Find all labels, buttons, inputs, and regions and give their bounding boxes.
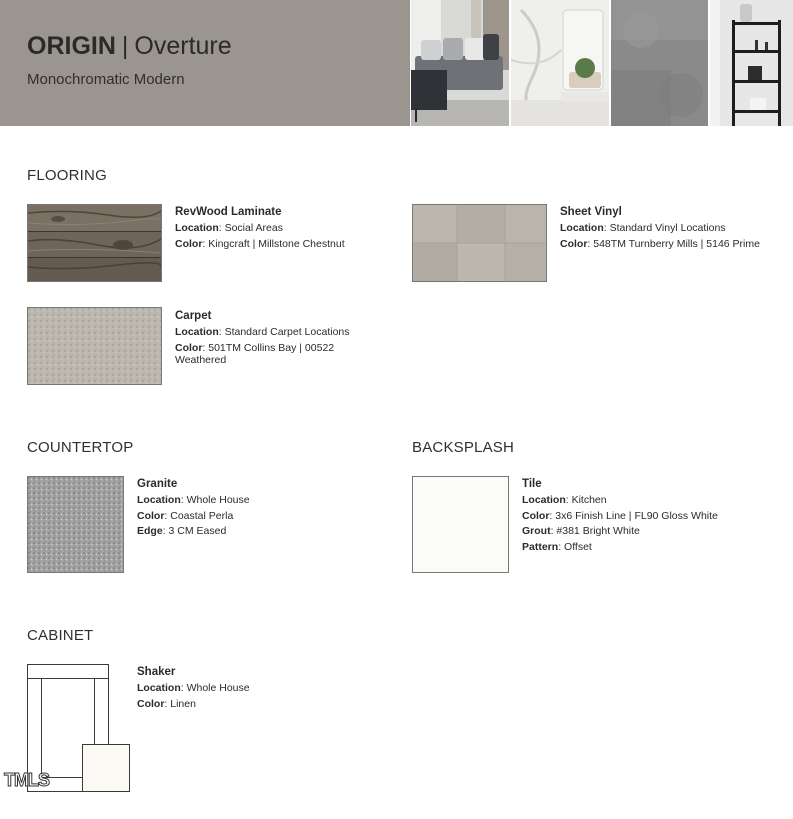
location-line bbox=[560, 221, 785, 237]
location-value: : Social Areas bbox=[218, 222, 283, 234]
section-title-backsplash: BACKSPLASH bbox=[412, 439, 515, 456]
color-label: Color bbox=[522, 509, 550, 522]
color-value: : 501TM Collins Bay | 00522 bbox=[202, 341, 335, 354]
title-separator: | bbox=[121, 32, 129, 60]
mls-watermark: TMLS bbox=[4, 770, 49, 790]
color-value: : Linen bbox=[164, 697, 196, 710]
header-band bbox=[0, 0, 410, 126]
pattern-label: Pattern bbox=[522, 540, 559, 553]
granite-info bbox=[137, 476, 387, 540]
location-line bbox=[175, 221, 390, 237]
item-name: Tile bbox=[522, 478, 542, 490]
sheet-vinyl-swatch bbox=[412, 204, 547, 282]
edge-line bbox=[137, 524, 387, 540]
color-label: Color bbox=[137, 509, 165, 522]
location-line bbox=[137, 681, 387, 697]
shaker-info bbox=[137, 664, 387, 712]
sheet-vinyl-info bbox=[560, 204, 785, 252]
kitchen-counter-photo bbox=[511, 0, 609, 126]
tile-swatch bbox=[412, 476, 509, 573]
item-name: Granite bbox=[137, 478, 178, 490]
location-label: Location bbox=[522, 494, 566, 506]
location-value: : Standard Carpet Locations bbox=[218, 326, 350, 338]
pattern-value: : Offset bbox=[558, 540, 592, 553]
color-value: : Coastal Perla bbox=[164, 509, 234, 522]
tile-info bbox=[522, 476, 787, 555]
color-line bbox=[175, 237, 390, 253]
color-label: Color bbox=[175, 237, 203, 250]
item-name: Carpet bbox=[175, 310, 212, 322]
color-line bbox=[137, 697, 387, 713]
carpet-swatch bbox=[27, 307, 162, 385]
page-title bbox=[27, 32, 232, 61]
edge-label: Edge bbox=[137, 525, 163, 537]
revwood-laminate-info bbox=[175, 204, 390, 252]
edge-value: : 3 CM Eased bbox=[162, 525, 227, 537]
item-name: Shaker bbox=[137, 666, 176, 678]
color-label: Color bbox=[560, 237, 588, 250]
grout-value: : #381 Bright White bbox=[550, 525, 640, 537]
location-label: Location bbox=[137, 494, 181, 506]
location-label: Location bbox=[175, 222, 219, 234]
color-line bbox=[560, 237, 785, 253]
color-label: Color bbox=[175, 341, 203, 354]
location-label: Location bbox=[175, 326, 219, 338]
color-line bbox=[522, 509, 787, 525]
location-line bbox=[137, 493, 387, 509]
shelf-decor-photo bbox=[710, 0, 793, 126]
location-line bbox=[522, 493, 787, 509]
revwood-laminate-swatch bbox=[27, 204, 162, 282]
item-name: RevWood Laminate bbox=[175, 206, 282, 218]
location-line bbox=[175, 325, 390, 341]
brand-name: ORIGIN bbox=[27, 32, 116, 60]
location-value: : Standard Vinyl Locations bbox=[603, 222, 726, 234]
section-title-flooring: FLOORING bbox=[27, 167, 107, 184]
collection-name: Overture bbox=[134, 32, 232, 60]
pattern-line bbox=[522, 540, 787, 556]
location-label: Location bbox=[560, 222, 604, 234]
page-subtitle: Monochromatic Modern bbox=[27, 71, 185, 88]
color-value: : 548TM Turnberry Mills | 5146 Prime bbox=[587, 237, 760, 250]
carpet-info bbox=[175, 308, 390, 367]
living-room-photo bbox=[411, 0, 509, 126]
grout-label: Grout bbox=[522, 525, 551, 537]
concrete-tile-photo bbox=[611, 0, 708, 126]
color-label: Color bbox=[137, 697, 165, 710]
item-name: Sheet Vinyl bbox=[560, 206, 622, 218]
section-title-countertop: COUNTERTOP bbox=[27, 439, 134, 456]
location-label: Location bbox=[137, 682, 181, 694]
color-value: : Kingcraft | Millstone Chestnut bbox=[202, 237, 345, 250]
location-value: : Whole House bbox=[180, 682, 250, 694]
color-line bbox=[137, 509, 387, 525]
grout-line bbox=[522, 524, 787, 540]
color-value: : 3x6 Finish Line | FL90 Gloss White bbox=[549, 509, 718, 522]
granite-swatch bbox=[27, 476, 124, 573]
color-value-line2: Weathered bbox=[175, 354, 227, 366]
location-value: : Kitchen bbox=[565, 494, 607, 506]
location-value: : Whole House bbox=[180, 494, 250, 506]
section-title-cabinet: CABINET bbox=[27, 627, 94, 644]
color-line bbox=[175, 342, 390, 367]
